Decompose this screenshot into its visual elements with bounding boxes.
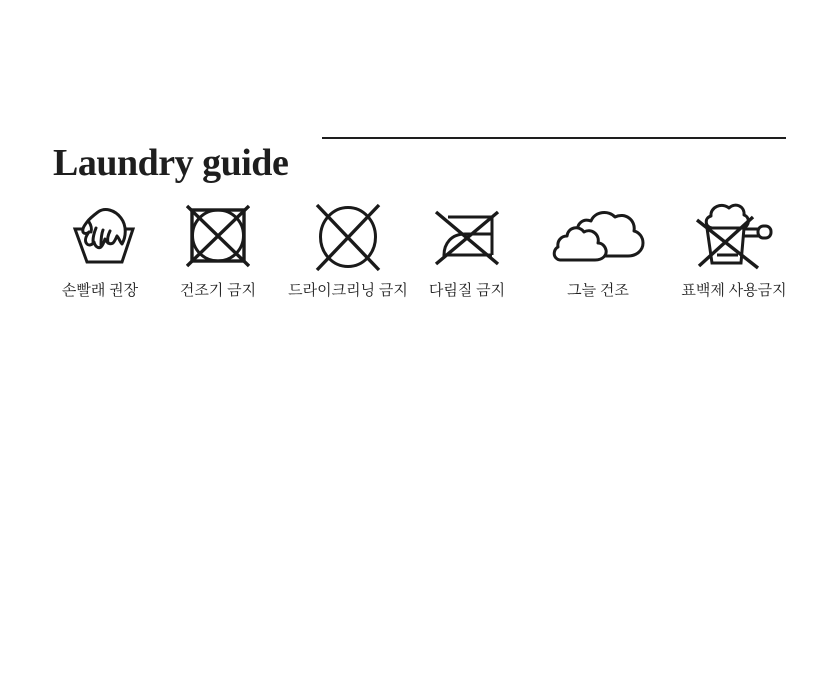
title-divider-line: [322, 137, 786, 139]
item-label: 손빨래 권장: [61, 283, 139, 299]
item-label: 건조기 금지: [179, 283, 257, 299]
laundry-item-shade-dry: [528, 196, 668, 300]
page-title: Laundry guide: [53, 141, 289, 184]
laundry-item-no-bleach: [664, 196, 804, 300]
no-iron-icon: [432, 205, 502, 267]
shade-dry-icon: [548, 210, 648, 262]
item-label: 그늘 건조: [567, 283, 629, 299]
no-tumble-dry-icon: [186, 204, 250, 268]
laundry-item-no-tumble-dry: [148, 196, 288, 300]
hand-wash-icon: [65, 204, 135, 268]
item-label: 표백제 사용금지: [681, 283, 787, 299]
item-label: 다림질 금지: [428, 283, 506, 299]
no-bleach-icon: [692, 200, 776, 272]
item-label: 드라이크리닝 금지: [288, 283, 408, 299]
laundry-item-no-iron: [397, 196, 537, 300]
no-dry-cleaning-icon: [313, 199, 383, 273]
